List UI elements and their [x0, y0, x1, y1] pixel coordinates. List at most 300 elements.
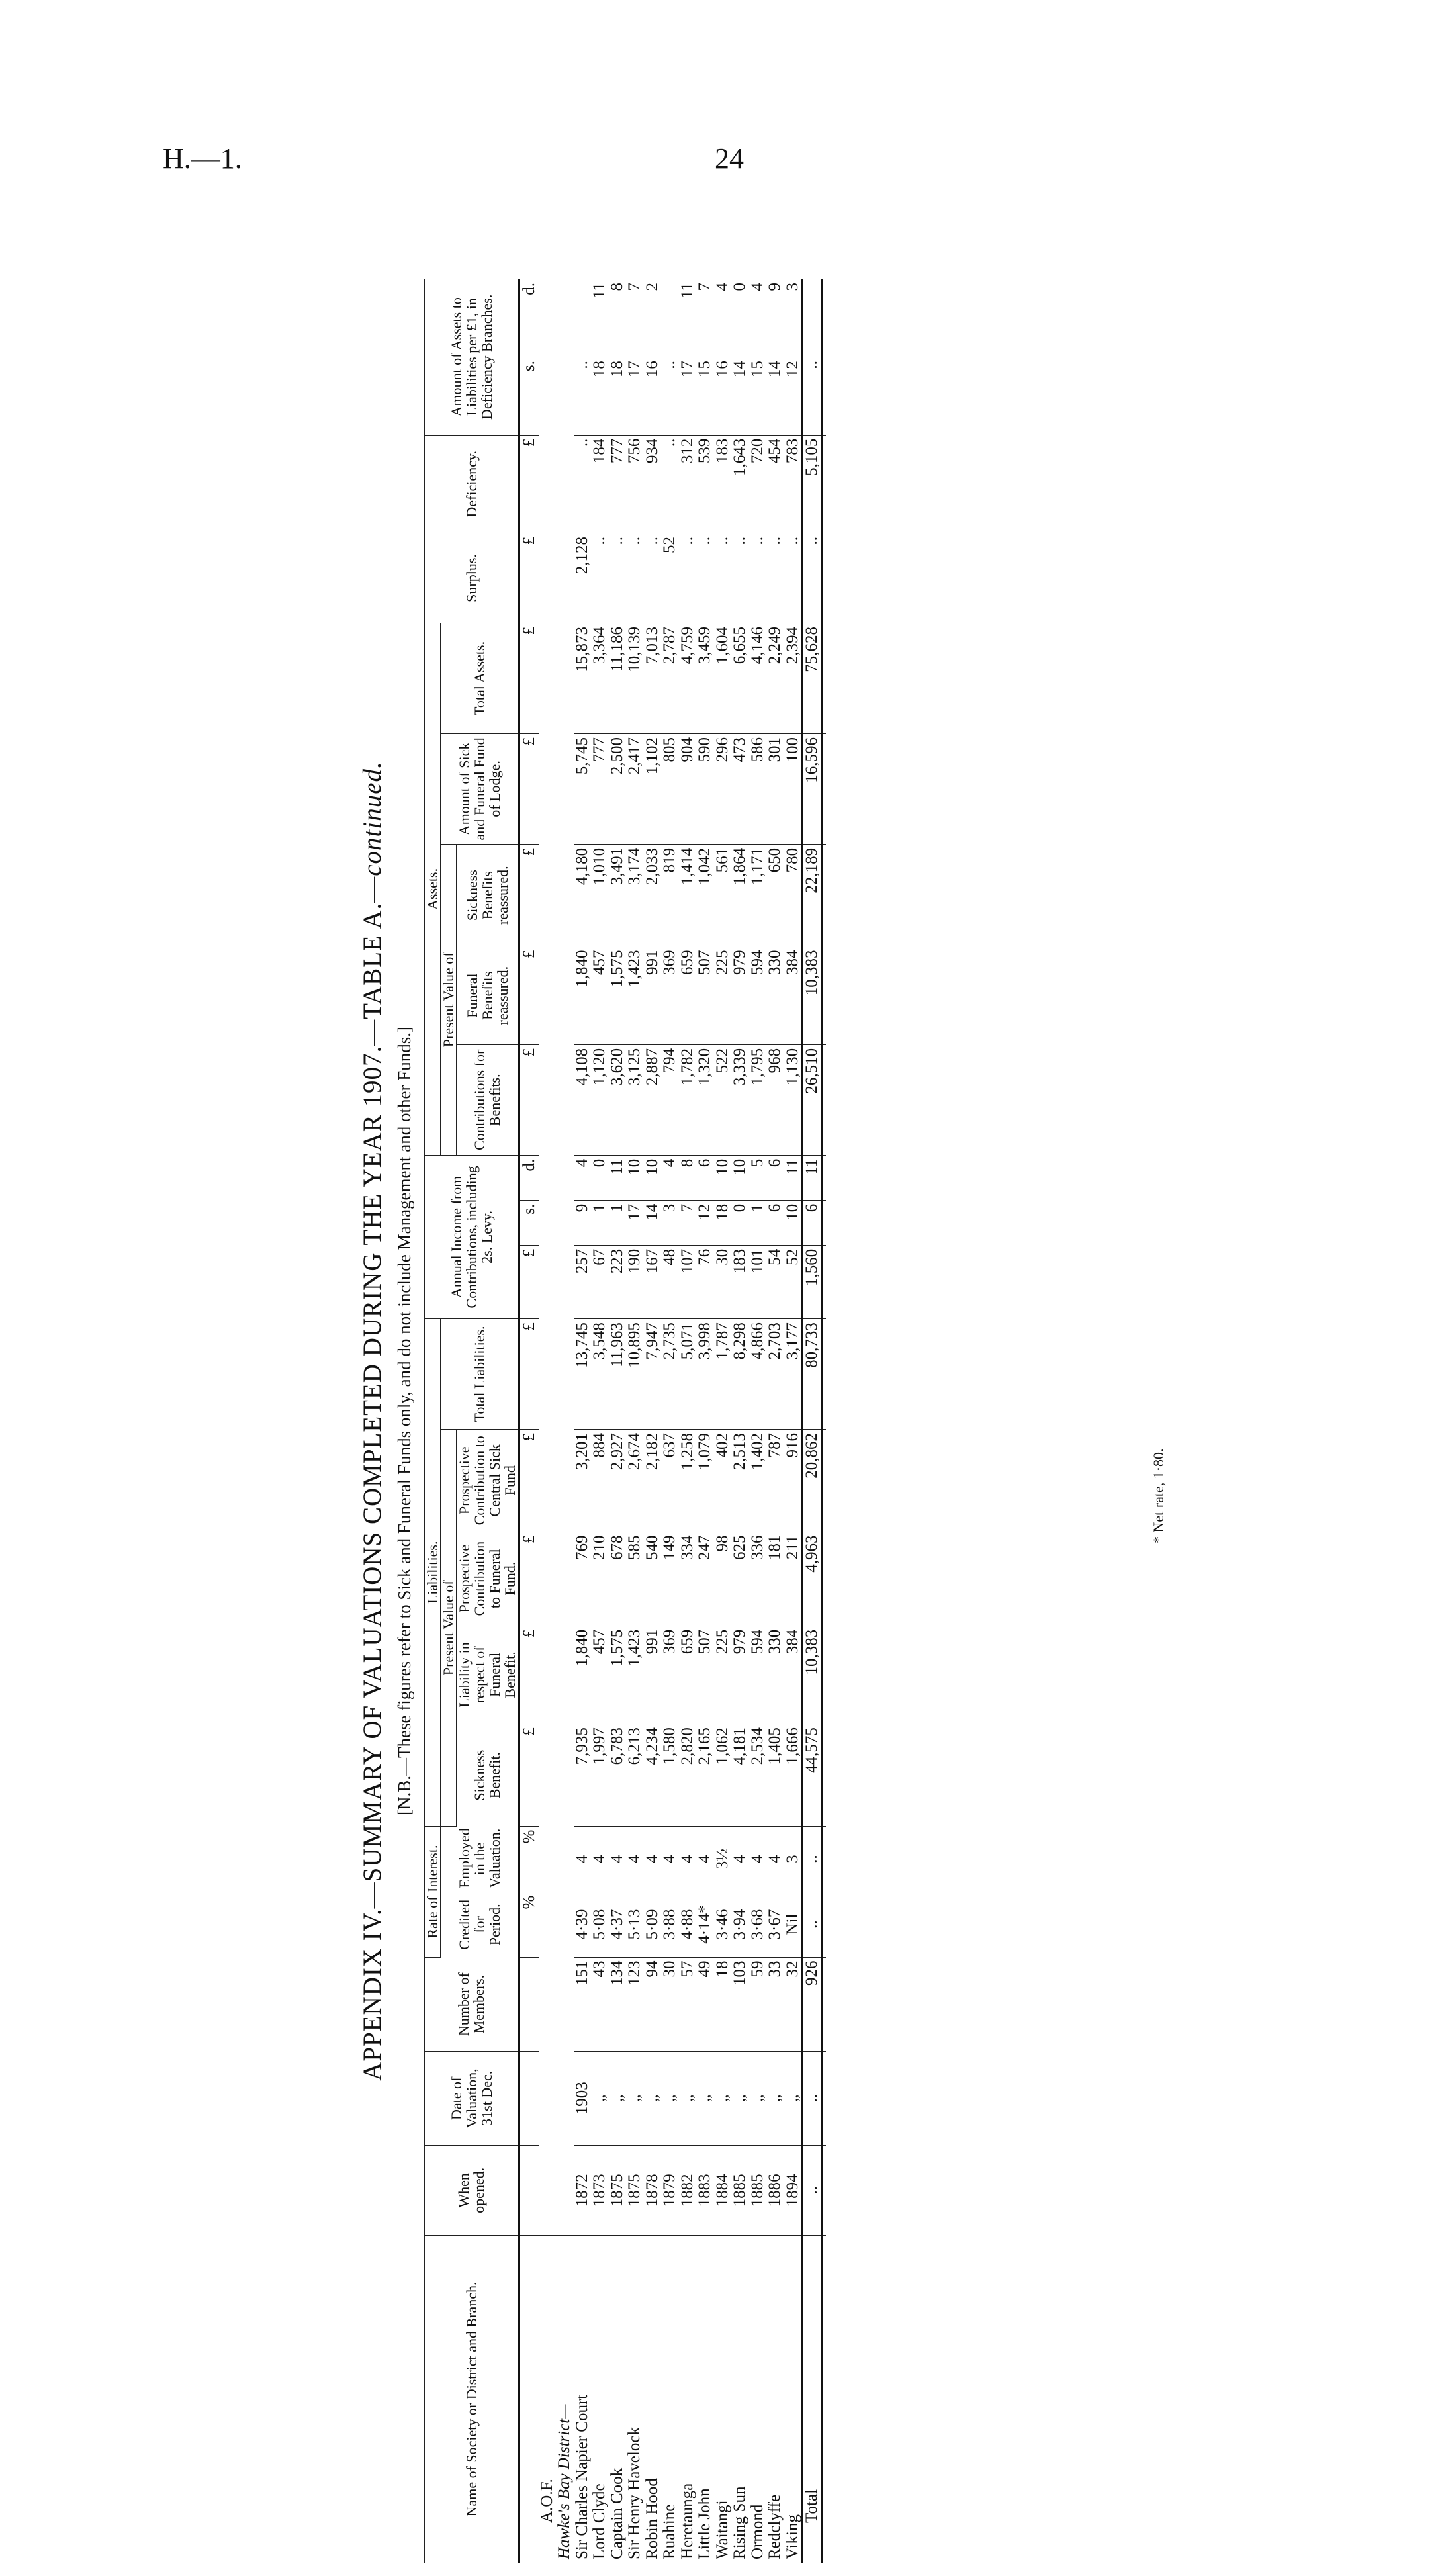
cell-amount-fund: 301 — [766, 733, 784, 844]
table-row — [749, 279, 767, 2563]
cell-members: 94 — [644, 1957, 662, 2051]
branch-name: Ruahine — [660, 2504, 679, 2559]
cell-contrib: 3,125 — [626, 1044, 644, 1155]
cell-inc-d: 10 — [714, 1155, 732, 1200]
cell-fun-reass: 991 — [644, 946, 662, 1044]
cell-amount-fund: 100 — [784, 733, 803, 844]
col-sickness-benefit: Sickness Benefit. — [457, 1724, 519, 1827]
cell-surplus: .. — [626, 533, 644, 623]
cell-inc-d: 11 — [802, 1155, 823, 1200]
cell-liab-funeral: 1,423 — [626, 1626, 644, 1724]
cell-credited: 3·68 — [749, 1892, 767, 1957]
cell-total-liab: 1,787 — [714, 1319, 732, 1430]
cell-ps: .. — [661, 357, 679, 435]
cell-pro-funeral: 98 — [714, 1532, 732, 1626]
cell-pro-funeral: 149 — [661, 1532, 679, 1626]
cell-employed: 4 — [766, 1826, 784, 1892]
cell-inc-s: 10 — [784, 1200, 803, 1245]
col-name: Name of Society or District and Branch. — [424, 2235, 519, 2563]
cell-inc-s: 9 — [574, 1200, 592, 1245]
cell-deficiency: .. — [574, 435, 592, 533]
cell-credited: 3·67 — [766, 1892, 784, 1957]
table-row — [766, 279, 784, 2563]
cell-inc-l: 48 — [661, 1245, 679, 1318]
cell-opened: 1872 — [574, 2145, 592, 2235]
cell-inc-s: 7 — [679, 1200, 697, 1245]
cell-inc-l: 67 — [591, 1245, 609, 1318]
cell-total-assets: 3,364 — [591, 623, 609, 733]
col-total-liabilities: Total Liabilities. — [441, 1319, 519, 1430]
cell-members: 32 — [784, 1957, 803, 2051]
unit-pound: £ — [519, 844, 539, 946]
cell-surplus: .. — [784, 533, 803, 623]
cell-pro-funeral: 769 — [574, 1532, 592, 1626]
cell-date: „ — [784, 2051, 803, 2145]
cell-liab-funeral: 384 — [784, 1626, 803, 1724]
cell-surplus: .. — [714, 533, 732, 623]
cell-sickness: 1,062 — [714, 1724, 732, 1827]
cell-employed: 4 — [626, 1826, 644, 1892]
cell-deficiency: 1,643 — [731, 435, 749, 533]
cell-credited: 4·37 — [609, 1892, 627, 1957]
cell-liab-funeral: 369 — [661, 1626, 679, 1724]
cell-surplus: .. — [679, 533, 697, 623]
cell-employed: 3 — [784, 1826, 803, 1892]
cell-liab-funeral: 991 — [644, 1626, 662, 1724]
cell-date: .. — [802, 2051, 823, 2145]
cell-total-assets: 11,186 — [609, 623, 627, 733]
cell-fun-reass: 457 — [591, 946, 609, 1044]
cell-amount-fund: 1,102 — [644, 733, 662, 844]
cell-total-assets: 1,604 — [714, 623, 732, 733]
branch-name: Ormond — [748, 2504, 766, 2559]
cell-employed: 4 — [679, 1826, 697, 1892]
cell-liab-funeral: 330 — [766, 1626, 784, 1724]
cell-fun-reass: 384 — [784, 946, 803, 1044]
col-deficiency: Deficiency. — [424, 435, 519, 533]
cell-sickness: 2,534 — [749, 1724, 767, 1827]
cell-employed: 4 — [731, 1826, 749, 1892]
cell-surplus: .. — [731, 533, 749, 623]
unit-sd: d. — [519, 279, 539, 357]
cell-members: 43 — [591, 1957, 609, 2051]
cell-contrib: 4,108 — [574, 1044, 592, 1155]
cell-pd — [802, 279, 823, 357]
cell-opened: 1873 — [591, 2145, 609, 2235]
cell-date: „ — [679, 2051, 697, 2145]
cell-total-assets: 4,759 — [679, 623, 697, 733]
cell-deficiency: 183 — [714, 435, 732, 533]
cell-members: 123 — [626, 1957, 644, 2051]
cell-amount-fund: 16,596 — [802, 733, 823, 844]
cell-sick-reass: 561 — [714, 844, 732, 946]
cell-inc-l: 257 — [574, 1245, 592, 1318]
unit-pound: £ — [519, 533, 539, 623]
cell-inc-l: 54 — [766, 1245, 784, 1318]
cell-total-liab: 80,733 — [802, 1319, 823, 1430]
units-row — [519, 279, 539, 2563]
cell-amount-fund: 586 — [749, 733, 767, 844]
cell-sick-reass: 1,171 — [749, 844, 767, 946]
district-row — [556, 279, 574, 2563]
unit-lsd: d. — [519, 1155, 539, 1200]
cell-inc-l: 107 — [679, 1245, 697, 1318]
cell-contrib: 1,130 — [784, 1044, 803, 1155]
cell-sickness: 1,666 — [784, 1724, 803, 1827]
cell-pd: 11 — [679, 279, 697, 357]
cell-total-liab: 8,298 — [731, 1319, 749, 1430]
col-funeral-reassured: Funeral Benefits reassured. — [457, 946, 519, 1044]
cell-contrib: 1,120 — [591, 1044, 609, 1155]
cell-inc-d: 11 — [784, 1155, 803, 1200]
cell-deficiency: 756 — [626, 435, 644, 533]
table-row — [731, 279, 749, 2563]
cell-opened: 1885 — [749, 2145, 767, 2235]
cell-total-assets: 15,873 — [574, 623, 592, 733]
col-assets-per-pound: Amount of Assets to Liabilities per £1, in Deficiency Branches. — [424, 279, 519, 435]
cell-deficiency: 783 — [784, 435, 803, 533]
cell-pro-central: 1,079 — [696, 1429, 714, 1532]
table-row — [714, 279, 732, 2563]
col-employed: Employed in the Valuation. — [441, 1826, 519, 1892]
table-row — [591, 279, 609, 2563]
cell-inc-l: 76 — [696, 1245, 714, 1318]
col-credited: Credited for Period. — [441, 1892, 519, 1957]
cell-total-liab: 3,998 — [696, 1319, 714, 1430]
cell-pd — [661, 279, 679, 357]
col-sickness-reassured: Sickness Benefits reassured. — [457, 844, 519, 946]
col-rate: Rate of Interest. — [424, 1826, 441, 1957]
cell-ps: 14 — [731, 357, 749, 435]
cell-contrib: 1,782 — [679, 1044, 697, 1155]
cell-deficiency: 934 — [644, 435, 662, 533]
cell-surplus: .. — [749, 533, 767, 623]
cell-credited: 3·88 — [661, 1892, 679, 1957]
cell-inc-d: 10 — [731, 1155, 749, 1200]
col-opened: When opened. — [424, 2145, 519, 2235]
cell-inc-d: 11 — [609, 1155, 627, 1200]
table-note: [N.B.—These figures refer to Sick and Funeral Funds only, and do not include Management and other Funds.] — [394, 1027, 414, 1816]
cell-members: 926 — [802, 1957, 823, 2051]
cell-deficiency: 312 — [679, 435, 697, 533]
cell-pro-funeral: 334 — [679, 1532, 697, 1626]
cell-total-liab: 3,177 — [784, 1319, 803, 1430]
cell-pd: 4 — [714, 279, 732, 357]
cell-credited: Nil — [784, 1892, 803, 1957]
unit-sd: s. — [519, 357, 539, 435]
cell-date: „ — [749, 2051, 767, 2145]
page-number: 24 — [715, 142, 744, 175]
cell-liab-funeral: 457 — [591, 1626, 609, 1724]
cell-pro-funeral: 210 — [591, 1532, 609, 1626]
cell-employed: 4 — [644, 1826, 662, 1892]
cell-ps: .. — [574, 357, 592, 435]
table-row — [661, 279, 679, 2563]
cell-opened: 1885 — [731, 2145, 749, 2235]
cell-deficiency: 5,105 — [802, 435, 823, 533]
cell-inc-l: 167 — [644, 1245, 662, 1318]
cell-sickness: 2,165 — [696, 1724, 714, 1827]
unit-pct: % — [519, 1826, 539, 1892]
cell-pro-funeral: 336 — [749, 1532, 767, 1626]
unit-pound: £ — [519, 435, 539, 533]
cell-fun-reass: 659 — [679, 946, 697, 1044]
table-row — [696, 279, 714, 2563]
cell-pd: 7 — [626, 279, 644, 357]
cell-opened: 1882 — [679, 2145, 697, 2235]
cell-sick-reass: 3,491 — [609, 844, 627, 946]
cell-deficiency: .. — [661, 435, 679, 533]
cell-sickness: 2,820 — [679, 1724, 697, 1827]
cell-pd: 8 — [609, 279, 627, 357]
cell-sickness: 4,234 — [644, 1724, 662, 1827]
cell-inc-d: 0 — [591, 1155, 609, 1200]
cell-inc-d: 8 — [679, 1155, 697, 1200]
cell-total-assets: 3,459 — [696, 623, 714, 733]
rotated-table-page — [357, 266, 1204, 2576]
cell-members: 151 — [574, 1957, 592, 2051]
cell-inc-l: 30 — [714, 1245, 732, 1318]
cell-inc-s: 0 — [731, 1200, 749, 1245]
col-pro-funeral: Prospective Contribution to Funeral Fund. — [457, 1532, 519, 1626]
cell-ps: 12 — [784, 357, 803, 435]
col-contributions: Contributions for Benefits. — [457, 1044, 519, 1155]
society-row — [539, 279, 557, 2563]
cell-deficiency: 184 — [591, 435, 609, 533]
col-pro-central: Prospective Contribution to Central Sick Fund — [457, 1429, 519, 1532]
cell-amount-fund: 904 — [679, 733, 697, 844]
branch-name: Viking — [783, 2514, 801, 2559]
cell-date: „ — [661, 2051, 679, 2145]
cell-total-liab: 2,703 — [766, 1319, 784, 1430]
cell-ps: 18 — [591, 357, 609, 435]
cell-total-liab: 11,963 — [609, 1319, 627, 1430]
cell-inc-d: 10 — [644, 1155, 662, 1200]
cell-fun-reass: 225 — [714, 946, 732, 1044]
cell-sick-reass: 3,174 — [626, 844, 644, 946]
table-row — [679, 279, 697, 2563]
footnote: * Net rate, 1·80. — [1150, 1448, 1167, 1543]
branch-name: Robin Hood — [643, 2478, 661, 2559]
cell-sickness: 1,997 — [591, 1724, 609, 1827]
unit-pound: £ — [519, 623, 539, 733]
unit-lsd: £ — [519, 1245, 539, 1318]
cell-pro-central: 1,402 — [749, 1429, 767, 1532]
cell-fun-reass: 1,575 — [609, 946, 627, 1044]
cell-sick-reass: 22,189 — [802, 844, 823, 946]
cell-total-assets: 2,787 — [661, 623, 679, 733]
cell-inc-d: 6 — [696, 1155, 714, 1200]
cell-pd: 7 — [696, 279, 714, 357]
cell-members: 49 — [696, 1957, 714, 2051]
cell-date: „ — [626, 2051, 644, 2145]
district-name: Hawke's Bay District— — [555, 2404, 574, 2559]
unit-pound: £ — [519, 1724, 539, 1827]
cell-employed: 4 — [609, 1826, 627, 1892]
cell-liab-funeral: 659 — [679, 1626, 697, 1724]
cell-inc-l: 1,560 — [802, 1245, 823, 1318]
cell-pd: 4 — [749, 279, 767, 357]
cell-pro-funeral: 211 — [784, 1532, 803, 1626]
cell-inc-s: 1 — [749, 1200, 767, 1245]
cell-ps: 18 — [609, 357, 627, 435]
cell-ps: 15 — [749, 357, 767, 435]
cell-total-assets: 7,013 — [644, 623, 662, 733]
cell-pro-central: 637 — [661, 1429, 679, 1532]
cell-ps: 15 — [696, 357, 714, 435]
cell-amount-fund: 2,500 — [609, 733, 627, 844]
cell-pd: 0 — [731, 279, 749, 357]
cell-credited: 4·88 — [679, 1892, 697, 1957]
cell-pro-central: 884 — [591, 1429, 609, 1532]
cell-employed: 4 — [696, 1826, 714, 1892]
col-assets-present-value: Present Value of — [441, 844, 457, 1155]
cell-ps: 17 — [626, 357, 644, 435]
cell-pro-funeral: 181 — [766, 1532, 784, 1626]
cell-liab-funeral: 10,383 — [802, 1626, 823, 1724]
cell-fun-reass: 10,383 — [802, 946, 823, 1044]
col-liabilities: Liabilities. — [424, 1319, 441, 1827]
col-surplus: Surplus. — [424, 533, 519, 623]
cell-members: 57 — [679, 1957, 697, 2051]
cell-date: „ — [644, 2051, 662, 2145]
cell-inc-d: 5 — [749, 1155, 767, 1200]
cell-amount-fund: 296 — [714, 733, 732, 844]
cell-amount-fund: 777 — [591, 733, 609, 844]
cell-inc-s: 14 — [644, 1200, 662, 1245]
cell-total-liab: 5,071 — [679, 1319, 697, 1430]
cell-credited: 5·09 — [644, 1892, 662, 1957]
cell-sick-reass: 650 — [766, 844, 784, 946]
cell-employed: 4 — [661, 1826, 679, 1892]
cell-fun-reass: 369 — [661, 946, 679, 1044]
cell-credited: 4·14* — [696, 1892, 714, 1957]
table-row — [784, 279, 803, 2563]
cell-fun-reass: 1,840 — [574, 946, 592, 1044]
cell-sickness: 7,935 — [574, 1724, 592, 1827]
cell-surplus: 2,128 — [574, 533, 592, 623]
cell-total-assets: 6,655 — [731, 623, 749, 733]
cell-fun-reass: 507 — [696, 946, 714, 1044]
cell-members: 59 — [749, 1957, 767, 2051]
cell-contrib: 3,339 — [731, 1044, 749, 1155]
cell-inc-d: 10 — [626, 1155, 644, 1200]
cell-pro-central: 2,182 — [644, 1429, 662, 1532]
cell-opened: 1894 — [784, 2145, 803, 2235]
cell-members: 134 — [609, 1957, 627, 2051]
cell-inc-l: 101 — [749, 1245, 767, 1318]
cell-credited: 3·46 — [714, 1892, 732, 1957]
cell-liab-funeral: 225 — [714, 1626, 732, 1724]
cell-sick-reass: 819 — [661, 844, 679, 946]
cell-contrib: 3,620 — [609, 1044, 627, 1155]
cell-date: „ — [591, 2051, 609, 2145]
cell-employed: 4 — [591, 1826, 609, 1892]
unit-pound: £ — [519, 1626, 539, 1724]
cell-inc-l: 190 — [626, 1245, 644, 1318]
cell-surplus: .. — [591, 533, 609, 623]
cell-pd: 3 — [784, 279, 803, 357]
cell-inc-l: 52 — [784, 1245, 803, 1318]
cell-pro-funeral: 4,963 — [802, 1532, 823, 1626]
cell-pro-central: 787 — [766, 1429, 784, 1532]
cell-pd: 11 — [591, 279, 609, 357]
col-members: Number of Members. — [424, 1957, 519, 2051]
cell-amount-fund: 805 — [661, 733, 679, 844]
branch-name: Sir Charles Napier Court — [572, 2394, 591, 2559]
cell-members: 103 — [731, 1957, 749, 2051]
cell-inc-l: 183 — [731, 1245, 749, 1318]
branch-name: Waitangi — [713, 2500, 731, 2559]
col-liab-funeral: Liability in respect of Funeral Benefit. — [457, 1626, 519, 1724]
cell-contrib: 1,795 — [749, 1044, 767, 1155]
cell-amount-fund: 590 — [696, 733, 714, 844]
title-continued: continued. — [358, 761, 386, 876]
cell-inc-s: 17 — [626, 1200, 644, 1245]
cell-members: 33 — [766, 1957, 784, 2051]
cell-pro-central: 402 — [714, 1429, 732, 1532]
cell-ps: 14 — [766, 357, 784, 435]
cell-fun-reass: 1,423 — [626, 946, 644, 1044]
cell-pro-funeral: 678 — [609, 1532, 627, 1626]
cell-sickness: 44,575 — [802, 1724, 823, 1827]
cell-inc-s: 6 — [802, 1200, 823, 1245]
cell-liab-funeral: 594 — [749, 1626, 767, 1724]
cell-surplus: .. — [766, 533, 784, 623]
branch-name: Sir Henry Havelock — [625, 2427, 644, 2559]
cell-total-assets: 75,628 — [802, 623, 823, 733]
cell-inc-s: 18 — [714, 1200, 732, 1245]
col-date: Date of Valuation, 31st Dec. — [424, 2051, 519, 2145]
branch-name: Heretaunga — [678, 2483, 696, 2559]
cell-inc-s: 1 — [591, 1200, 609, 1245]
cell-surplus: .. — [696, 533, 714, 623]
cell-total-assets: 4,146 — [749, 623, 767, 733]
cell-sick-reass: 1,042 — [696, 844, 714, 946]
cell-pd — [574, 279, 592, 357]
col-total-assets: Total Assets. — [441, 623, 519, 733]
cell-pro-central: 2,513 — [731, 1429, 749, 1532]
cell-deficiency: 720 — [749, 435, 767, 533]
cell-fun-reass: 330 — [766, 946, 784, 1044]
cell-pd: 2 — [644, 279, 662, 357]
cell-opened: 1878 — [644, 2145, 662, 2235]
cell-total-liab: 3,548 — [591, 1319, 609, 1430]
cell-sick-reass: 4,180 — [574, 844, 592, 946]
cell-credited: 5·08 — [591, 1892, 609, 1957]
cell-pro-central: 916 — [784, 1429, 803, 1532]
col-amount-fund: Amount of Sick and Funeral Fund of Lodge. — [441, 733, 519, 844]
cell-sickness: 4,181 — [731, 1724, 749, 1827]
cell-opened: 1875 — [609, 2145, 627, 2235]
cell-pd: 9 — [766, 279, 784, 357]
total-label: Total — [802, 2235, 823, 2563]
cell-members: 18 — [714, 1957, 732, 2051]
cell-opened: 1875 — [626, 2145, 644, 2235]
cell-sickness: 6,213 — [626, 1724, 644, 1827]
table-title — [357, 266, 387, 2576]
cell-opened: 1886 — [766, 2145, 784, 2235]
cell-employed: 3½ — [714, 1826, 732, 1892]
cell-ps: 16 — [714, 357, 732, 435]
unit-lsd: s. — [519, 1200, 539, 1245]
branch-name: Little John — [696, 2488, 714, 2559]
cell-pro-central: 3,201 — [574, 1429, 592, 1532]
cell-sick-reass: 780 — [784, 844, 803, 946]
cell-date: 1903 — [574, 2051, 592, 2145]
cell-employed: .. — [802, 1826, 823, 1892]
cell-deficiency: 454 — [766, 435, 784, 533]
